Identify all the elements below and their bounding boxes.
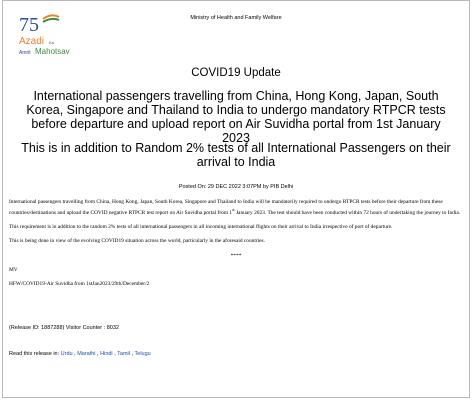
paragraph-1-sup: st [232,208,235,213]
language-link-hindi[interactable]: Hindi [100,351,113,357]
logo-amrit: Amrit [19,50,31,56]
paragraph-3: This is being done in view of the evolving COVID19 situation across the world, particularly in the aforesaid countries. [9,238,265,245]
language-link-telugu[interactable]: Telugu [134,351,151,357]
press-release-page [2,0,470,398]
logo-ka: Ka [49,40,54,45]
release-id: (Release ID: 1887288) Visitor Counter : 8032 [9,325,119,331]
language-separator: , [112,351,118,357]
release-headline: International passengers travelling from China, Hong Kong, Japan, South Korea, Singapore and Thailand to India to undergo mandatory RTPCR tests before departure and upload report on Air Suvidha portal from 1st January 2023 [26,89,446,145]
language-separator: , [130,351,135,357]
ministry-name: Ministry of Health and Family Welfare [190,15,282,21]
logo-azadi: Azadi [19,36,45,47]
paragraph-2: This requirement is in addition to the random 2% tests of all international passengers in all incoming international flights on their arrival to India irrespective of port of departure. [9,224,393,231]
section-title: COVID19 Update [191,67,281,79]
author-initials: MV [9,266,18,273]
posted-date: Posted On: 29 DEC 2022 3:07PM by PIB Delhi [178,184,294,190]
language-link-urdu[interactable]: Urdu [60,351,73,357]
logo-numeral: 75 [19,14,39,36]
language-link-tamil[interactable]: Tamil [117,351,131,357]
read-release-label: Read this release in: [9,351,61,357]
language-link-marathi[interactable]: Marathi [77,351,96,357]
reference-code: HFW/COVID19-Air Suvidha from 1stJan2023/29th/December/2 [9,281,150,288]
paragraph-1 [9,198,463,217]
release-subheadline: This is in addition to Random 2% tests of all International Passengers on their arrival to India [21,141,451,169]
paragraph-1-text-b: January 2023. The test should have been conducted within 72 hours of undertaking the journey to India. [234,210,461,216]
logo-mahotsav: Mahotsav [35,47,70,56]
language-separator: , [72,351,78,357]
separator: **** [230,252,242,259]
language-links [9,351,151,357]
paragraph-1-text-a: International passengers travelling from China, Hong Kong, Japan, South Korea, Singapore and Thailand to India will be mandatorily required to undergo RTPCR tests before their departure from these countries/destinations and upload the COVID negative RTPCR test report on Air Suvidha portal from 1 [9,199,443,216]
release-body [9,198,463,294]
language-separator: , [95,351,101,357]
